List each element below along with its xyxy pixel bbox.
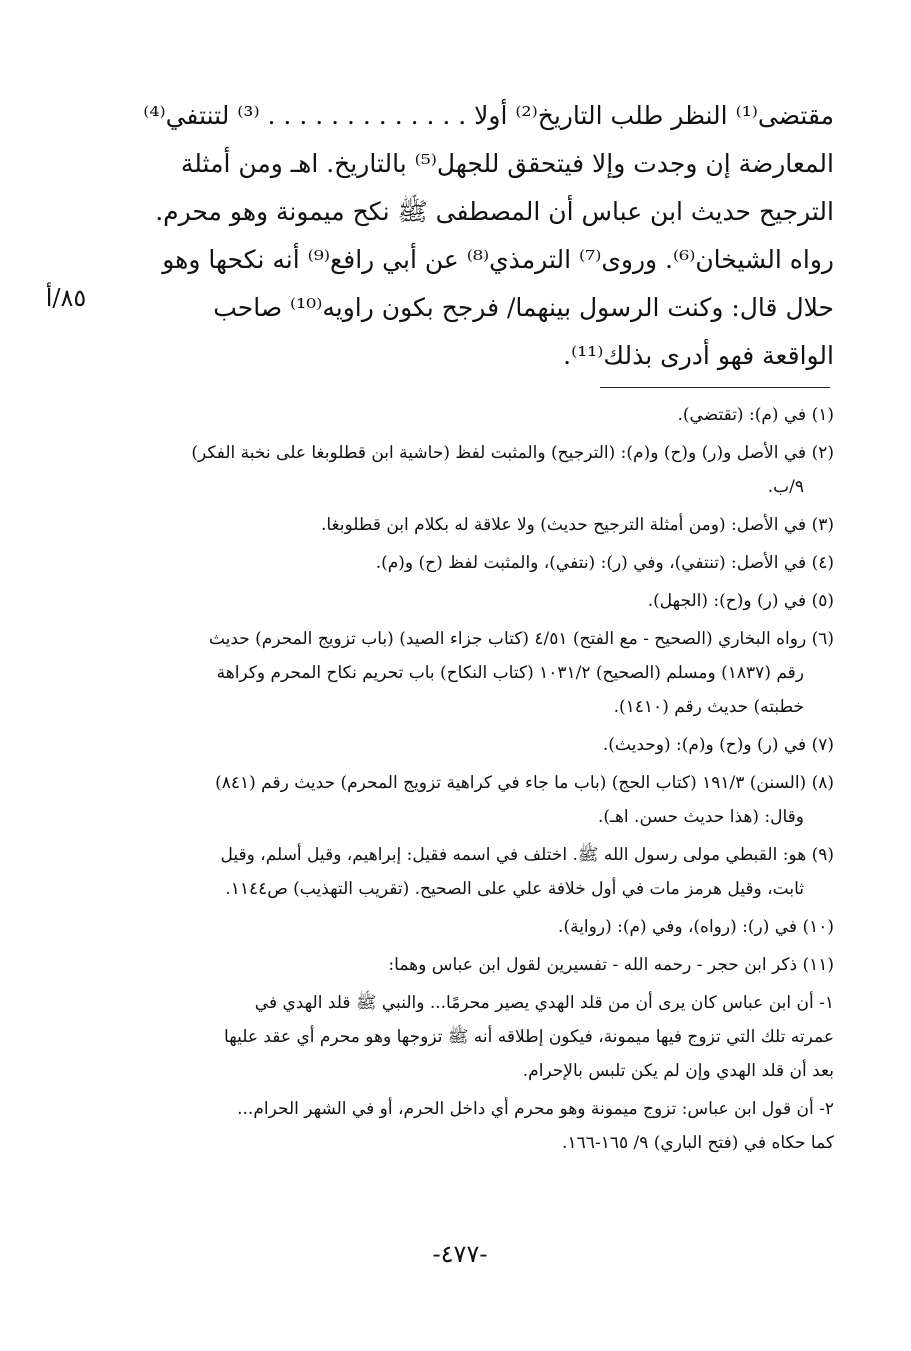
main-text-line: رواه الشيخان⁽⁶⁾. وروى⁽⁷⁾ الترمذي⁽⁸⁾ عن أبي رافع⁽⁹⁾ أنه نكحها وهو (162, 245, 834, 274)
footnote-line: كما حكاه في (فتح الباري) ٩/ ١٦٥-١٦٦. (562, 1133, 834, 1153)
footnote-line: (٦) رواه البخاري (الصحيح - مع الفتح) ٤/٥١ (كتاب جزاء الصيد) (باب تزويج المحرم) حديث (208, 629, 834, 649)
footnote-line: خطبته) حديث رقم (١٤١٠). (613, 697, 804, 717)
footnote-line: (٥) في (ر) و(ح): (الجهل). (647, 591, 834, 611)
footnote-line: (٨) (السنن) ١٩١/٣ (كتاب الحج) (باب ما جاء في كراهية تزويج المحرم) حديث رقم (٨٤١) (215, 773, 834, 793)
footnote-line: (١٠) في (ر): (رواه)، وفي (م): (رواية). (558, 917, 834, 937)
footnote-line: وقال: (هذا حديث حسن. اهـ). (597, 807, 804, 827)
footnote-line: ٩/ب. (767, 477, 804, 497)
footnote-line: (١١) ذكر ابن حجر - رحمه الله - تفسيرين لقول ابن عباس وهما: (388, 955, 834, 975)
footnote-line: (٩) هو: القبطي مولى رسول الله ﷺ. اختلف في اسمه فقيل: إبراهيم، وقيل أسلم، وقيل (220, 845, 834, 865)
footnote-line: (١) في (م): (تقتضي). (677, 405, 834, 425)
page-number: -٤٧٧- (432, 1240, 488, 1268)
main-text-line: المعارضة إن وجدت وإلا فيتحقق للجهل⁽⁵⁾ بالتاريخ. اهـ ومن أمثلة (180, 149, 834, 178)
footnote-line: (٤) في الأصل: (تنتفي)، وفي (ر): (نتفي)، والمثبت لفظ (ح) و(م). (375, 553, 834, 573)
footnote-line: عمرته تلك التي تزوج فيها ميمونة، فيكون إطلاقه أنه ﷺ تزوجها وهو محرم أي عقد عليها (224, 1027, 834, 1047)
footnote-line: ٢- أن قول ابن عباس: تزوج ميمونة وهو محرم أي داخل الحرم، أو في الشهر الحرام... (237, 1099, 834, 1119)
main-text-line: مقتضى⁽¹⁾ النظر طلب التاريخ⁽²⁾ أولا . . . . . . . . . . . . . ⁽³⁾ لتنتفي⁽⁴⁾ (143, 101, 834, 130)
footnote-separator (600, 387, 830, 388)
footnotes-block (120, 398, 834, 1160)
footnote-line: ثابت، وقيل هرمز مات في أول خلافة علي على الصحيح. (تقريب التهذيب) ص١١٤٤. (225, 879, 804, 899)
main-text-line: الترجيح حديث ابن عباس أن المصطفى ﷺ نكح ميمونة وهو محرم. (155, 197, 834, 226)
main-text-line: حلال قال: وكنت الرسول بينهما/ فرجح بكون راويه⁽¹⁰⁾ صاحب (213, 293, 834, 322)
main-text-line: الواقعة فهو أدرى بذلك⁽¹¹⁾. (563, 341, 834, 370)
footnote-line: رقم (١٨٣٧) ومسلم (الصحيح) ١٠٣١/٢ (كتاب النكاح) باب تحريم نكاح المحرم وكراهة (216, 663, 804, 683)
footnote-line: (٣) في الأصل: (ومن أمثلة الترجيح حديث) ولا علاقة له بكلام ابن قطلوبغا. (320, 515, 834, 535)
footnote-line: بعد أن قلد الهدي وإن لم يكن تلبس بالإحرام. (522, 1061, 834, 1081)
footnote-line: ١- أن ابن عباس كان يرى أن من قلد الهدي يصير محرمًا... والنبي ﷺ قلد الهدي في (254, 993, 834, 1013)
footnote-line: (٧) في (ر) و(ح) و(م): (وحديث). (602, 735, 834, 755)
main-text-block (126, 92, 834, 380)
footnote-line: (٢) في الأصل و(ر) و(ح) و(م): (الترجيح) والمثبت لفظ (حاشية ابن قطلوبغا على نخبة الفكر) (191, 443, 834, 463)
manuscript-folio-marker: ٨٥/أ (45, 284, 87, 312)
